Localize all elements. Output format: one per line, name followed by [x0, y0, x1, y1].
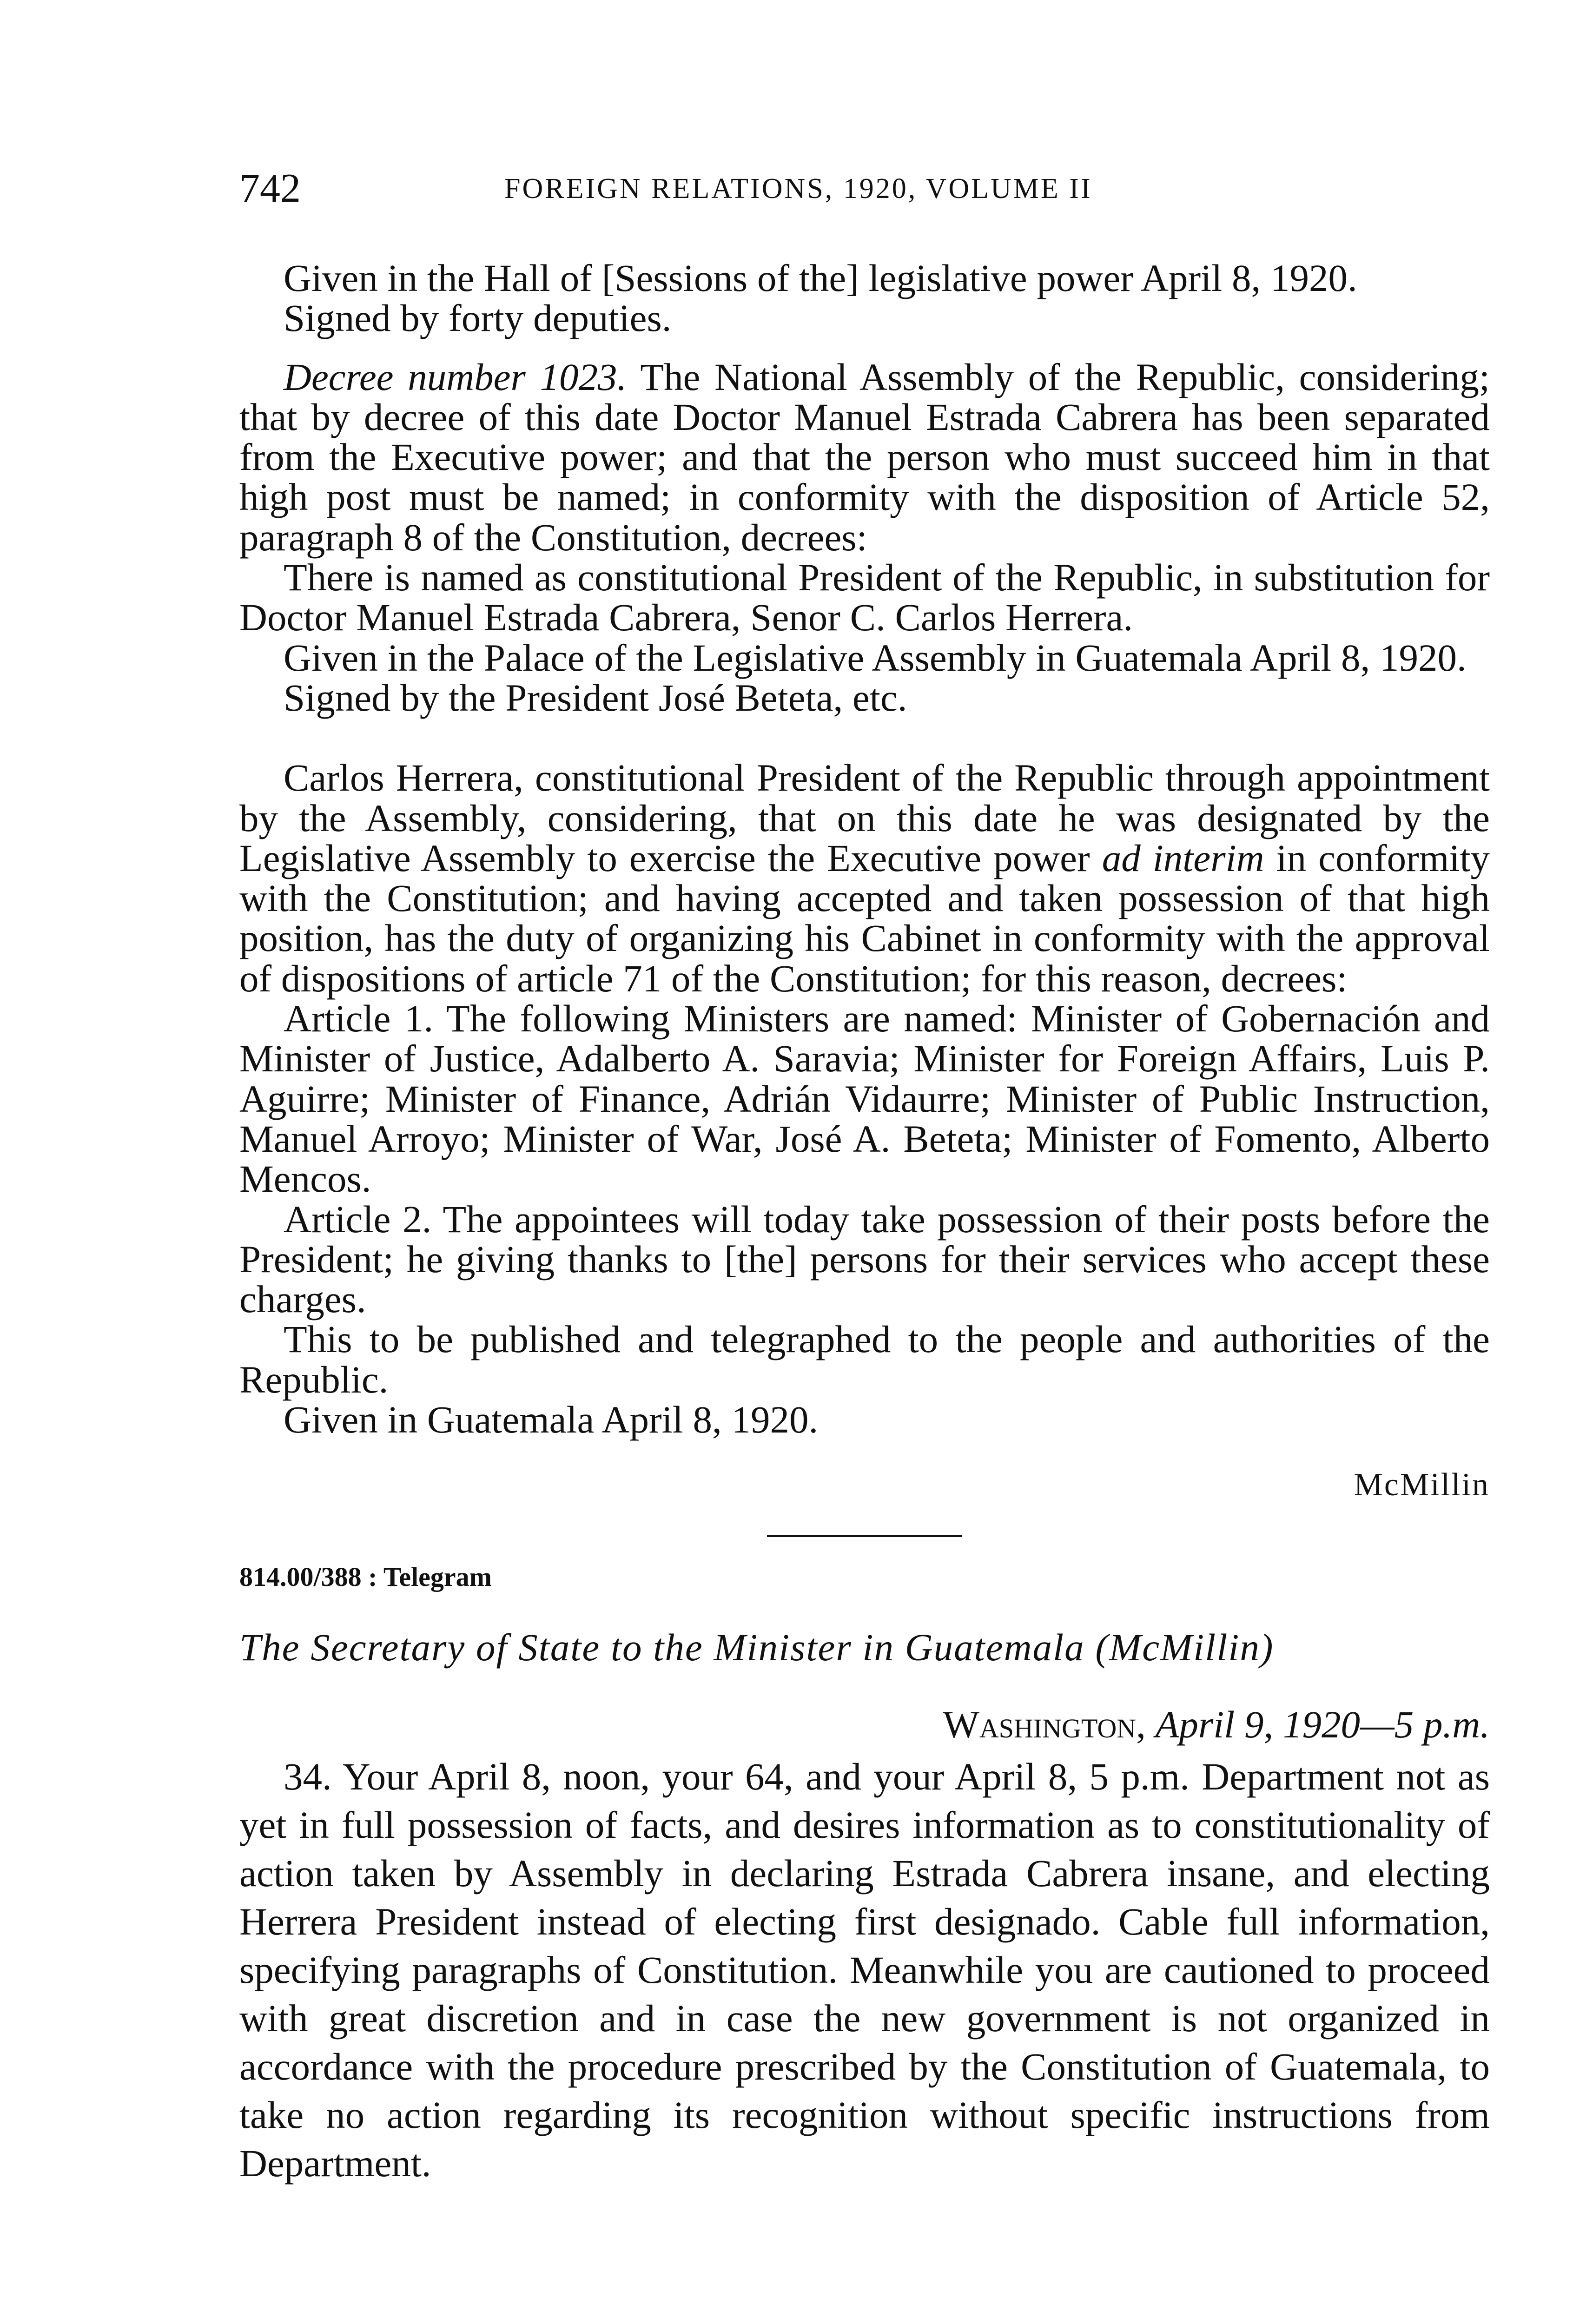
paragraph: Given in the Palace of the Legislative Assembly in Guatemala April 8, 1920. — [284, 636, 1467, 679]
paragraph: Signed by the President José Beteta, etc. — [284, 676, 907, 719]
file-note: 814.00/388 : Telegram — [239, 1562, 492, 1592]
paragraph: Given in the Hall of [Sessions of the] legislative power April 8, 1920. — [284, 257, 1357, 299]
paragraph: This to be published and telegraphed to the people and authorities of the Republic. — [239, 1318, 1490, 1401]
signature: McMillin — [1354, 1467, 1490, 1503]
decree-text: The National Assembly of the Republic, considering; that by decree of this date Doctor Manuel Estrada Cabrera has been separated from the Executive power; and that the person who must succeed him in that high post must be named; in conformity with the disposition of Article 52, paragraph 8 of the Constitution, decrees: — [239, 355, 1490, 559]
dateline-date: April 9, 1920—5 p.m. — [1155, 1703, 1490, 1746]
paragraph-text: in conformity with the Constitution; and having accepted and taken possession of that high position, has the duty of organizing his Cabinet in conformity with the approval of dispositions of article 71 of the Constitution; for this reason, decrees: — [239, 836, 1490, 1000]
telegram-text: 34. Your April 8, noon, your 64, and your April 8, 5 p.m. Department not as yet in full possession of facts, and desires information as to constitutionality of action taken by Assembly in declaring Estrada Cabrera insane, and electing Herrera President instead of electing first designado. Cable full information, specifying paragraphs of Constitution. Meanwhile you are cautioned to proceed with great discretion and in case the new government is not organized in accordance with the procedure prescribed by the Constitution of Guatemala, to take no action regarding its recognition without specific instructions from Department. — [239, 1755, 1490, 2185]
paragraph: There is named as constitutional President of the Republic, in substitution for Doctor Manuel Estrada Cabrera, Senor C. Carlos Herrera. — [239, 556, 1490, 639]
ad-interim-text: ad interim — [1102, 836, 1264, 879]
paragraph: Article 2. The appointees will today take possession of their posts before the President; he giving thanks to [the] persons for their services who accept these charges. — [239, 1197, 1490, 1321]
paragraph: Given in Guatemala April 8, 1920. — [284, 1398, 819, 1441]
paragraph: Article 1. The following Ministers are named: Minister of Gobernación and Minister of Justice, Adalberto A. Saravia; Minister for Foreign Affairs, Luis P. Aguirre; Minister of Finance, Adrián Vidaurre; Minister of Public Instruction, Manuel Arroyo; Minister of War, José A. Beteta; Minister of Fomento, Alberto Mencos. — [239, 997, 1490, 1201]
decree-paragraph — [239, 357, 1490, 557]
dateline — [239, 1702, 1490, 1747]
paragraph: Signed by forty deputies. — [284, 297, 672, 340]
page-header — [239, 165, 1494, 216]
paragraph-text: Carlos Herrera, constitutional President of the Republic through appointment by the Assembly, considering, that on this date he was designated by the Legislative Assembly to exercise the Executive power — [239, 756, 1490, 879]
document-body — [239, 258, 1490, 2187]
decree-label: Decree number 1023. — [284, 355, 627, 398]
section-divider — [767, 1535, 962, 1537]
herrera-decree-paragraph — [239, 758, 1490, 998]
page-number: 742 — [239, 166, 301, 211]
dateline-place: Washington, — [943, 1703, 1146, 1746]
running-head: FOREIGN RELATIONS, 1920, VOLUME II — [504, 173, 1092, 205]
document-title: The Secretary of State to the Minister in Guatemala (McMillin) — [239, 1626, 1274, 1669]
